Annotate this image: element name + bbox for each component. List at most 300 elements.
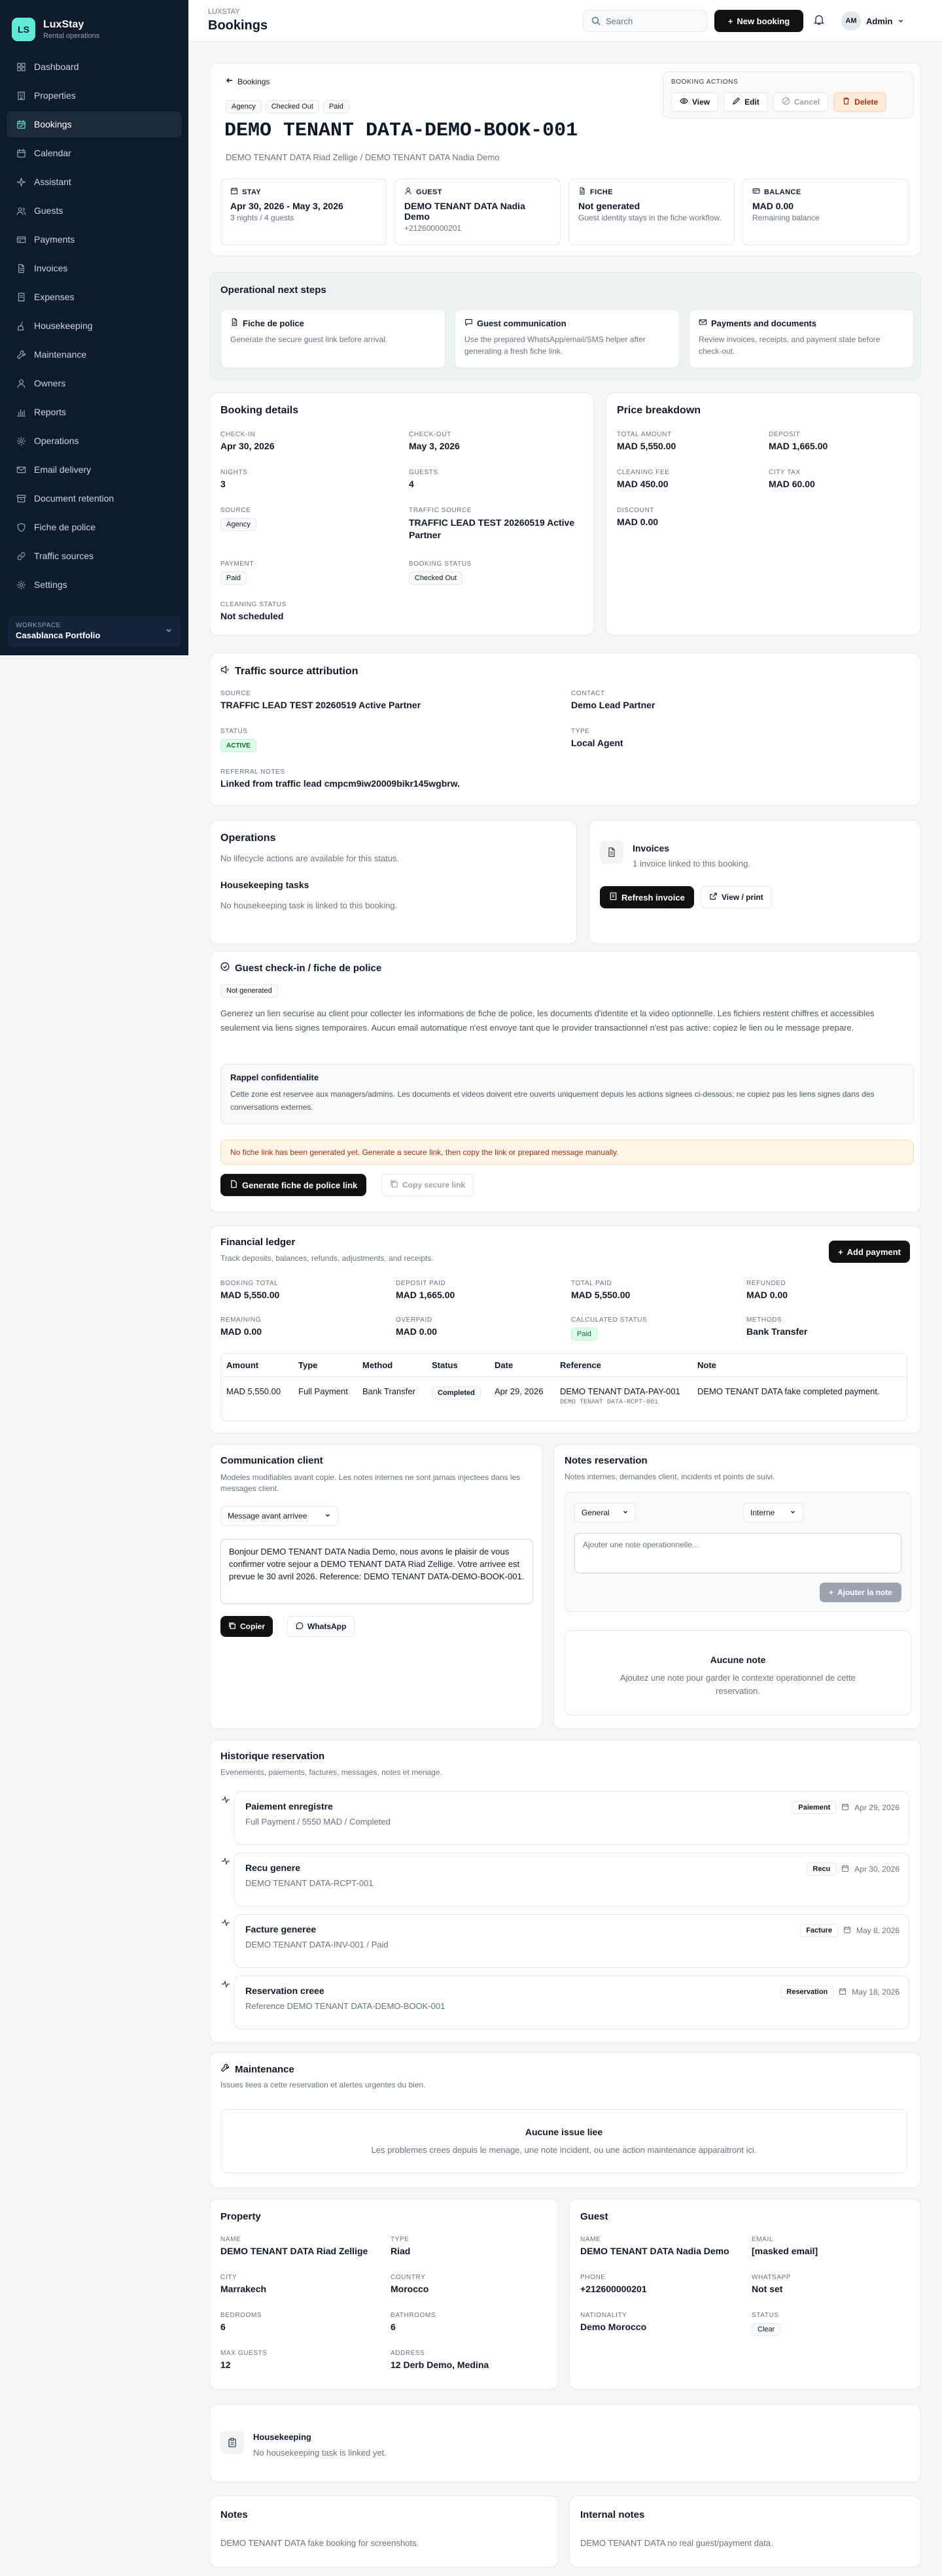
stat-title [404, 187, 551, 197]
user-icon [404, 187, 412, 197]
calendar-check-icon [16, 119, 26, 129]
status-badge: Agency [226, 100, 262, 113]
nights-value: 3 [220, 479, 226, 489]
booking-status-badge: Checked Out [409, 572, 462, 585]
add-payment-label: Add payment [846, 1246, 901, 1257]
trash-icon [842, 97, 850, 107]
ledger-stat-value: MAD 5,550.00 [220, 1290, 280, 1300]
chat-icon [464, 318, 473, 328]
bell-icon[interactable] [813, 14, 825, 27]
guest-status-badge: Clear [752, 2323, 780, 2336]
property-field-label: ADDRESS [391, 2350, 425, 2357]
megaphone-icon [220, 665, 230, 678]
calendar-icon [16, 148, 26, 158]
guest-field [580, 2312, 646, 2332]
property-field-label: MAX GUESTS [220, 2350, 268, 2357]
ledger-stat [396, 1280, 455, 1300]
calendar-icon [841, 1864, 849, 1874]
guest-field [580, 2236, 729, 2256]
chart-icon [16, 407, 26, 417]
copy-icon [228, 1622, 236, 1632]
property-field [391, 2274, 428, 2294]
property-field-label: CITY [220, 2274, 237, 2281]
maintenance-empty-sub: Les problemes crees depuis le menage, une note incident, ou une action maintenance apparaitront ici. [371, 2145, 757, 2155]
next-step-sub: Generate the secure guest link before arrival. [230, 335, 388, 344]
maintenance-sub: Issues liees a cette reservation et alertes urgentes du bien. [220, 2080, 426, 2089]
guest-field-label: EMAIL [752, 2236, 774, 2243]
traffic-source-value: TRAFFIC LEAD TEST 20260519 Active Partner [409, 517, 575, 540]
property-field [391, 2350, 489, 2370]
privacy-reminder-text: Cette zone est reservee aux managers/admins. Les documents et videos doivent etre ouverts uniquement depuis les actions signees ci-dessous; ne copiez pas les liens signes dans des conversations externes. [230, 1090, 875, 1112]
traffic-attribution-header [220, 665, 358, 678]
broom-icon [16, 320, 26, 331]
refresh-invoice-button[interactable] [600, 886, 694, 908]
property-field-value: 12 Derb Demo, Medina [391, 2360, 489, 2370]
avatar: AM [841, 11, 861, 31]
housekeeping-tasks-title: Housekeeping tasks [220, 880, 309, 890]
source-badge: Agency [220, 518, 256, 531]
history-item-title: Reservation creee [245, 1985, 324, 1996]
stat-sub: Guest identity stays in the fiche workflow. [578, 213, 722, 222]
document-icon [578, 187, 586, 197]
back-label: Bookings [237, 77, 270, 86]
history-tag: Facture [800, 1924, 838, 1937]
history-date: Apr 30, 2026 [854, 1864, 899, 1874]
ledger-stat [571, 1280, 630, 1300]
property-field-label: BATHROOMS [391, 2312, 436, 2319]
property-field-value: Riad [391, 2246, 411, 2256]
workspace-switcher[interactable] [8, 616, 181, 647]
source-label: SOURCE [220, 507, 251, 514]
whatsapp-button[interactable] [287, 1616, 355, 1637]
sidebar-item-label: Email delivery [34, 464, 92, 475]
ledger-header-row [221, 1354, 907, 1377]
deposit-value: MAD 1,665.00 [769, 441, 828, 451]
cancel-button[interactable] [773, 92, 828, 112]
history-item [234, 1976, 909, 2029]
property-field-value: Marrakech [220, 2284, 267, 2294]
refresh-invoice-label: Refresh invoice [621, 892, 685, 902]
back-link[interactable] [226, 77, 270, 86]
property-field [220, 2312, 262, 2332]
sidebar-item-label: Payments [34, 234, 75, 245]
next-step-header [699, 318, 904, 328]
chat-icon [296, 1622, 304, 1632]
user-name: Admin [866, 16, 893, 26]
history-item [234, 1853, 909, 1906]
history-item [234, 1914, 909, 1968]
note-category-select[interactable] [574, 1503, 636, 1522]
stat-title-label: BALANCE [764, 188, 801, 196]
traffic-source-label: TRAFFIC SOURCE [409, 507, 472, 514]
external-link-icon [709, 892, 718, 902]
calendar-icon [230, 187, 238, 197]
sidebar-item-payments[interactable] [7, 226, 182, 252]
ledger-stat-value: MAD 0.00 [396, 1326, 438, 1337]
gear-icon [16, 579, 26, 590]
next-steps [209, 272, 921, 379]
operations-title: Operations [220, 833, 276, 844]
workspace-label: WORKSPACE [16, 622, 61, 629]
notes-text: DEMO TENANT DATA fake booking for screenshots. [220, 2538, 419, 2548]
edit-button[interactable] [724, 92, 768, 112]
stat-value: DEMO TENANT DATA Nadia Demo [404, 201, 525, 222]
note-visibility-select[interactable] [743, 1503, 803, 1522]
property-field-label: TYPE [391, 2236, 410, 2243]
user-icon [16, 378, 26, 388]
document-icon [230, 1180, 238, 1190]
generate-fiche-label: Generate fiche de police link [242, 1180, 358, 1190]
property-field-value: DEMO TENANT DATA Riad Zellige [220, 2246, 368, 2256]
fiche-warning: No fiche link has been generated yet. Generate a secure link, then copy the link or prepared message manually. [220, 1140, 914, 1165]
sidebar-item-email-delivery[interactable] [7, 456, 182, 483]
property-field [391, 2236, 410, 2256]
sidebar-item-properties[interactable] [7, 82, 182, 109]
booking-details-title: Booking details [220, 405, 299, 416]
document-icon [600, 840, 623, 864]
invoice-icon [609, 892, 618, 902]
add-payment-button[interactable] [829, 1241, 910, 1263]
add-note-button[interactable] [820, 1583, 901, 1602]
stat-card-balance [742, 179, 909, 245]
property-field [220, 2350, 268, 2370]
cleaning-fee-value: MAD 450.00 [617, 479, 669, 489]
view-print-button[interactable] [701, 886, 772, 908]
next-step-sub: Review invoices, receipts, and payment state before check-out. [699, 335, 881, 356]
archive-icon [16, 493, 26, 504]
stat-card-guest [394, 179, 561, 245]
price-breakdown-title: Price breakdown [617, 405, 701, 416]
stat-card-stay [220, 179, 387, 245]
ledger-stat-label: METHODS [746, 1316, 782, 1324]
next-step-card[interactable] [689, 309, 914, 368]
check-out-value: May 3, 2026 [409, 441, 460, 451]
sparkle-icon [16, 177, 26, 187]
wrench-icon [220, 2063, 230, 2075]
history-item-sub: DEMO TENANT DATA-INV-001 / Paid [245, 1940, 389, 1949]
sidebar-item-label: Operations [34, 436, 79, 446]
sidebar-item-calendar[interactable] [7, 140, 182, 166]
sidebar-item-label: Guests [34, 205, 63, 216]
property-field-label: COUNTRY [391, 2274, 426, 2281]
next-step-card[interactable] [220, 309, 445, 368]
ledger-stat [220, 1280, 279, 1300]
column-header: Method [357, 1354, 427, 1377]
booking-actions [663, 71, 914, 118]
ledger-stat [220, 1316, 262, 1337]
ledger-stat-label: REFUNDED [746, 1280, 786, 1287]
property-field [391, 2312, 436, 2332]
property-field-value: 6 [391, 2322, 396, 2332]
ledger-stat-label: CALCULATED STATUS [571, 1316, 648, 1324]
guests-label: GUESTS [409, 469, 438, 476]
ledger-stat-label: DEPOSIT PAID [396, 1280, 446, 1287]
guest-field-value: +212600000201 [580, 2284, 647, 2294]
document-icon [16, 263, 26, 273]
ledger-sub: Track deposits, balances, refunds, adjustments, and receipts. [220, 1254, 434, 1263]
sidebar-item-fiche-de-police[interactable] [7, 514, 182, 540]
guest-field-label: NATIONALITY [580, 2312, 627, 2319]
sidebar-item-invoices[interactable] [7, 255, 182, 281]
note-visibility-value: Interne [750, 1508, 775, 1517]
maintenance-empty-state [220, 2109, 907, 2173]
stat-sub: +212600000201 [404, 224, 462, 233]
property-title: Property [220, 2211, 261, 2222]
notes-reservation [553, 1444, 921, 1729]
plus-icon: + [828, 1588, 833, 1597]
header-badges [226, 100, 349, 113]
new-booking-button[interactable] [714, 10, 803, 32]
page-title: Bookings [208, 18, 268, 33]
guest-field-label: WHATSAPP [752, 2274, 792, 2281]
app-subtitle: Rental operations [43, 32, 100, 40]
sidebar-item-guests[interactable] [7, 197, 182, 224]
notes-card [209, 2496, 559, 2567]
traffic-type-label: TYPE [571, 728, 590, 735]
delete-button[interactable] [833, 92, 886, 112]
column-header: Amount [221, 1354, 293, 1377]
history-tag: Paiement [792, 1801, 836, 1814]
wrench-icon [16, 349, 26, 360]
sidebar-item-label: Dashboard [34, 61, 79, 72]
card-icon [752, 187, 760, 197]
sidebar-item-settings[interactable] [7, 572, 182, 598]
status-badge: Checked Out [266, 100, 319, 113]
stat-title [230, 187, 377, 197]
table-row[interactable] [221, 1377, 907, 1416]
ledger-stat-value: Bank Transfer [746, 1326, 808, 1337]
calendar-icon [843, 1926, 851, 1936]
contact-label: CONTACT [571, 690, 605, 697]
property-field [220, 2236, 368, 2256]
guest-field-label: NAME [580, 2236, 601, 2243]
housekeeping-title: Housekeeping [253, 2432, 311, 2442]
column-header: Status [427, 1354, 489, 1377]
sidebar [0, 0, 188, 655]
booking-actions-title: BOOKING ACTIONS [671, 78, 739, 86]
payment-method: Bank Transfer [362, 1386, 415, 1396]
sidebar-nav [7, 54, 182, 600]
note-form [565, 1492, 911, 1612]
receipt-icon [16, 292, 26, 302]
sidebar-item-bookings[interactable] [7, 111, 182, 137]
operations-text: No lifecycle actions are available for this status. [220, 853, 400, 863]
pencil-icon [732, 97, 741, 107]
payment-reference: DEMO TENANT DATA-PAY-001 [560, 1386, 680, 1396]
check-in-label: CHECK-IN [220, 431, 256, 438]
history-date: May 18, 2026 [852, 1987, 899, 1997]
sidebar-item-label: Document retention [34, 493, 114, 504]
history-item-sub: Full Payment / 5550 MAD / Completed [245, 1817, 391, 1827]
history-item-sub: DEMO TENANT DATA-RCPT-001 [245, 1878, 374, 1888]
sidebar-item-housekeeping[interactable] [7, 313, 182, 339]
history-tag: Recu [807, 1863, 836, 1876]
traffic-status-badge: ACTIVE [220, 739, 256, 752]
housekeeping-card [209, 2404, 921, 2482]
maintenance-header [220, 2063, 294, 2075]
total-amount-value: MAD 5,550.00 [617, 441, 676, 451]
sidebar-item-document-retention[interactable] [7, 485, 182, 511]
financial-ledger [209, 1226, 921, 1434]
copy-secure-link-button[interactable] [381, 1174, 474, 1196]
next-steps-title: Operational next steps [220, 284, 326, 296]
stat-title [752, 187, 899, 197]
property-field-value: 6 [220, 2322, 226, 2332]
message-textarea[interactable]: Bonjour DEMO TENANT DATA Nadia Demo, nous avons le plaisir de vous confirmer votre sejour a DEMO TENANT DATA Riad Zellige. Votre arrivee est prevue le 30 avril 2026. Reference: DEMO TENANT DATA-DEMO-BOOK-001. [220, 1539, 533, 1604]
ledger-table [220, 1353, 907, 1421]
search-placeholder: Search [606, 16, 633, 26]
view-label: View [692, 97, 710, 107]
ledger-title: Financial ledger [220, 1237, 296, 1248]
discount-value: MAD 0.00 [617, 517, 659, 527]
generate-fiche-button[interactable] [220, 1174, 366, 1196]
history-item [234, 1791, 909, 1845]
history-tag: Reservation [780, 1985, 833, 1999]
price-breakdown [606, 392, 921, 636]
app-logo: LS [12, 18, 35, 41]
note-textarea[interactable]: Ajouter une note operationnelle... [574, 1533, 901, 1573]
view-button[interactable] [671, 92, 718, 112]
notes-reservation-title: Notes reservation [565, 1455, 648, 1466]
property-field-value: 12 [220, 2360, 231, 2370]
plus-icon: + [727, 16, 733, 26]
notes-empty-state [565, 1630, 911, 1715]
sidebar-item-reports[interactable] [7, 399, 182, 425]
receipt-reference: DEMO TENANT DATA-RCPT-001 [560, 1399, 659, 1406]
maintenance-empty-title: Aucune issue liee [525, 2127, 603, 2137]
sidebar-item-label: Invoices [34, 263, 68, 273]
guest-field [752, 2312, 780, 2336]
history-date: Apr 29, 2026 [854, 1803, 899, 1812]
sidebar-item-assistant[interactable] [7, 169, 182, 195]
guest-field-label: STATUS [752, 2312, 779, 2319]
next-step-title: Payments and documents [711, 318, 817, 328]
payment-date: Apr 29, 2026 [495, 1386, 544, 1396]
property-field-label: BEDROOMS [220, 2312, 262, 2319]
ledger-stat [746, 1280, 788, 1300]
shield-icon [16, 522, 26, 532]
check-out-label: CHECK-OUT [409, 431, 451, 438]
cleaning-status-label: CLEANING STATUS [220, 601, 287, 608]
chevron-down-icon [622, 1508, 629, 1517]
plus-icon: + [838, 1246, 843, 1257]
stat-value: Apr 30, 2026 - May 3, 2026 [230, 201, 343, 211]
mail-icon [699, 318, 707, 328]
fiche-status-badge: Not generated [220, 984, 278, 997]
next-step-card[interactable] [455, 309, 680, 368]
invoices-title: Invoices [633, 843, 670, 853]
sidebar-item-maintenance[interactable] [7, 341, 182, 368]
sidebar-item-label: Bookings [34, 119, 72, 129]
building-icon [16, 90, 26, 101]
calendar-icon [839, 1987, 846, 1997]
history-date: May 8, 2026 [856, 1926, 899, 1935]
activity-icon [221, 1857, 230, 1868]
traffic-attribution-title: Traffic source attribution [235, 665, 358, 677]
new-booking-label: New booking [737, 16, 790, 26]
payment-status-badge: Completed [432, 1386, 481, 1400]
sidebar-item-dashboard[interactable] [7, 54, 182, 80]
ledger-stat [396, 1316, 437, 1337]
arrow-left-icon [226, 77, 234, 86]
city-tax-value: MAD 60.00 [769, 479, 815, 489]
sidebar-item-label: Assistant [34, 177, 71, 187]
guest-checkin-header [220, 962, 381, 974]
stat-title-label: STAY [242, 188, 262, 196]
communication-sub: Modeles modifiables avant copie. Les notes internes ne sont jamais injectees dans les messages client. [220, 1473, 521, 1494]
user-menu[interactable] [841, 10, 904, 32]
activity-icon [221, 1795, 230, 1806]
booking-details [209, 392, 594, 636]
card-icon [16, 234, 26, 245]
traffic-attribution [209, 653, 921, 806]
sidebar-item-label: Expenses [34, 292, 75, 302]
copy-button[interactable] [220, 1616, 273, 1637]
column-header: Note [692, 1354, 907, 1377]
payment-label: PAYMENT [220, 560, 254, 568]
message-template-select[interactable] [220, 1506, 338, 1526]
users-icon [16, 205, 26, 216]
guest-field-label: PHONE [580, 2274, 606, 2281]
traffic-type-value: Local Agent [571, 738, 623, 748]
history-item-meta [780, 1985, 899, 1999]
maintenance-card [209, 2052, 921, 2188]
chevron-down-icon [790, 1508, 796, 1517]
sidebar-item-expenses[interactable] [7, 284, 182, 310]
housekeeping-tasks-text: No housekeeping task is linked to this booking. [220, 901, 398, 910]
property-field-label: NAME [220, 2236, 241, 2243]
guests-value: 4 [409, 479, 414, 489]
guest-field [580, 2274, 647, 2294]
history-item-meta [800, 1924, 899, 1937]
traffic-source-value: TRAFFIC LEAD TEST 20260519 Active Partner [220, 700, 421, 710]
delete-label: Delete [854, 97, 879, 107]
guest-field-value: Not set [752, 2284, 783, 2294]
next-step-title: Fiche de police [243, 318, 304, 328]
cancel-icon [782, 97, 790, 107]
sidebar-item-operations[interactable] [7, 428, 182, 454]
payment-note: DEMO TENANT DATA fake completed payment. [697, 1386, 880, 1396]
copy-icon [390, 1180, 398, 1190]
copy-secure-link-label: Copy secure link [402, 1180, 466, 1190]
sidebar-item-label: Settings [34, 579, 67, 590]
next-step-header [230, 318, 436, 328]
guest-title: Guest [580, 2211, 608, 2222]
eye-icon [680, 97, 688, 107]
sidebar-item-label: Properties [34, 90, 76, 101]
search-icon [591, 16, 601, 26]
mail-icon [16, 464, 26, 475]
contact-value: Demo Lead Partner [571, 700, 655, 710]
privacy-reminder [220, 1064, 914, 1124]
traffic-status-label: STATUS [220, 728, 248, 735]
sidebar-item-label: Calendar [34, 148, 71, 158]
calendar-icon [841, 1803, 849, 1813]
search-input[interactable] [583, 10, 707, 32]
copy-label: Copier [240, 1622, 266, 1631]
dashboard-icon [16, 61, 26, 72]
column-header: Reference [555, 1354, 692, 1377]
privacy-reminder-title: Rappel confidentialite [230, 1073, 319, 1082]
cancel-label: Cancel [794, 97, 820, 107]
traffic-source-label: SOURCE [220, 690, 251, 697]
invoices-card [589, 820, 921, 944]
communication-title: Communication client [220, 1455, 323, 1466]
topbar [188, 0, 942, 42]
sidebar-item-owners[interactable] [7, 370, 182, 396]
sidebar-item-traffic-sources[interactable] [7, 543, 182, 569]
communication-client [209, 1444, 543, 1729]
